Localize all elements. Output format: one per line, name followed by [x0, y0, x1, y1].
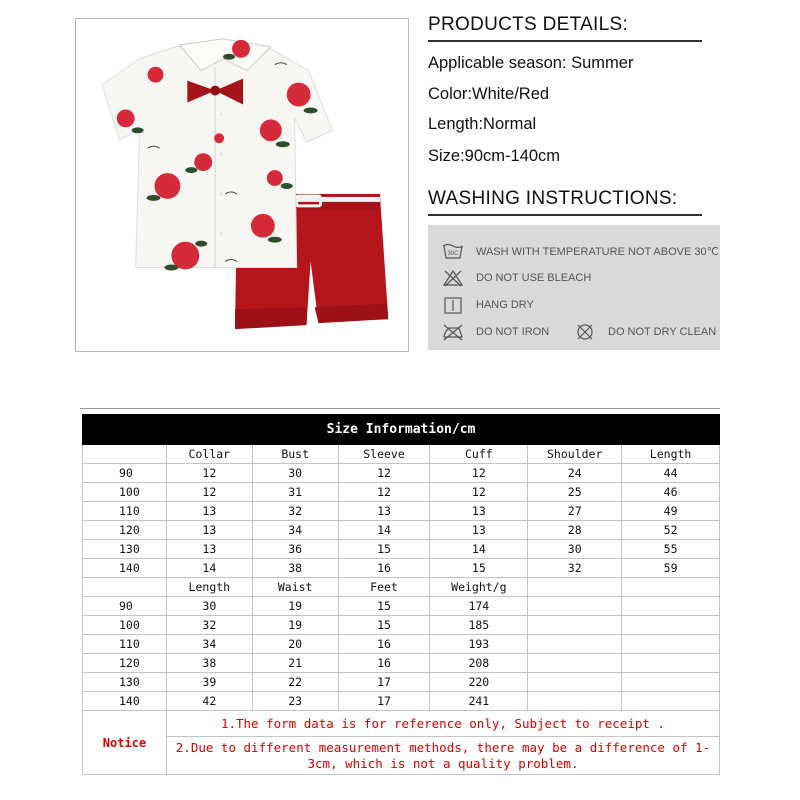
- value-cell: 12: [166, 464, 252, 483]
- wash-label: DO NOT USE BLEACH: [476, 272, 592, 284]
- empty-cell: [528, 578, 622, 597]
- value-cell: 12: [430, 483, 528, 502]
- table-row: [83, 692, 720, 711]
- size-cell: 110: [83, 635, 167, 654]
- table-row: [83, 673, 720, 692]
- detail-season: Applicable season: Summer: [428, 54, 634, 72]
- value-cell: 49: [622, 502, 720, 521]
- value-cell: 13: [166, 521, 252, 540]
- table-row: [83, 540, 720, 559]
- value-cell: 38: [166, 654, 252, 673]
- value-cell: 13: [166, 540, 252, 559]
- washing-instructions-panel: [428, 225, 720, 350]
- value-cell: 220: [430, 673, 528, 692]
- product-details-title: PRODUCTS DETAILS:: [428, 14, 629, 35]
- value-cell: 12: [166, 483, 252, 502]
- value-cell: 27: [528, 502, 622, 521]
- value-cell: 21: [252, 654, 338, 673]
- table-header-row: [83, 415, 720, 445]
- wash-label: DO NOT DRY CLEAN: [608, 326, 717, 338]
- value-cell: 32: [528, 559, 622, 578]
- value-cell: 208: [430, 654, 528, 673]
- value-cell: 16: [338, 635, 430, 654]
- hang-dry-icon: [442, 296, 464, 314]
- no-dry-clean-icon: [574, 323, 596, 341]
- size-cell: 120: [83, 521, 167, 540]
- product-image: [76, 19, 408, 351]
- notice-row: [83, 737, 720, 775]
- value-cell: 15: [338, 540, 430, 559]
- value-cell: 46: [622, 483, 720, 502]
- wash-label: WASH WITH TEMPERATURE NOT ABOVE 30℃: [476, 245, 719, 258]
- value-cell: 39: [166, 673, 252, 692]
- size-cell: 90: [83, 597, 167, 616]
- value-cell: 36: [252, 540, 338, 559]
- wash-item: [442, 242, 719, 260]
- section-divider: [428, 214, 702, 216]
- size-cell: 130: [83, 540, 167, 559]
- pants-header-row: [83, 578, 720, 597]
- empty-cell: [528, 673, 622, 692]
- empty-cell: [622, 578, 720, 597]
- value-cell: 241: [430, 692, 528, 711]
- notice-label: Notice: [83, 711, 167, 775]
- column-header: Bust: [252, 445, 338, 464]
- value-cell: 28: [528, 521, 622, 540]
- table-row: [83, 654, 720, 673]
- value-cell: 55: [622, 540, 720, 559]
- value-cell: 34: [166, 635, 252, 654]
- size-table: [82, 414, 720, 775]
- value-cell: 12: [338, 483, 430, 502]
- table-row: [83, 616, 720, 635]
- column-header: Collar: [166, 445, 252, 464]
- svg-text:30C: 30C: [447, 251, 459, 257]
- washing-title: WASHING INSTRUCTIONS:: [428, 188, 678, 209]
- value-cell: 42: [166, 692, 252, 711]
- table-row: [83, 635, 720, 654]
- product-details-section: [428, 14, 718, 42]
- value-cell: 12: [338, 464, 430, 483]
- wash-label: DO NOT IRON: [476, 326, 550, 338]
- wash-item: [442, 296, 534, 314]
- wash-label: HANG DRY: [476, 299, 534, 311]
- value-cell: 25: [528, 483, 622, 502]
- value-cell: 15: [338, 597, 430, 616]
- size-cell: 140: [83, 692, 167, 711]
- value-cell: 13: [166, 502, 252, 521]
- table-row: [83, 464, 720, 483]
- value-cell: 24: [528, 464, 622, 483]
- notice-note-2: 2.Due to different measurement methods, there may be a difference of 1-3cm, which is not a quality problem.: [166, 737, 719, 775]
- value-cell: 14: [166, 559, 252, 578]
- size-cell: 130: [83, 673, 167, 692]
- wash-30-icon: [442, 242, 464, 260]
- value-cell: 15: [338, 616, 430, 635]
- detail-length: Length:Normal: [428, 115, 537, 133]
- value-cell: 12: [430, 464, 528, 483]
- size-cell: 120: [83, 654, 167, 673]
- value-cell: 38: [252, 559, 338, 578]
- empty-cell: [528, 635, 622, 654]
- value-cell: 13: [338, 502, 430, 521]
- wash-item: [442, 323, 549, 341]
- column-header: Shoulder: [528, 445, 622, 464]
- shirt-header-row: [83, 445, 720, 464]
- product-photo: [75, 18, 409, 352]
- value-cell: 16: [338, 559, 430, 578]
- value-cell: 14: [338, 521, 430, 540]
- column-header: Sleeve: [338, 445, 430, 464]
- value-cell: 20: [252, 635, 338, 654]
- column-header: Cuff: [430, 445, 528, 464]
- value-cell: 13: [430, 502, 528, 521]
- value-cell: 32: [252, 502, 338, 521]
- column-header: Length: [622, 445, 720, 464]
- empty-cell: [622, 616, 720, 635]
- table-title: Size Information/cm: [83, 415, 720, 445]
- notice-row: [83, 711, 720, 737]
- empty-cell: [528, 597, 622, 616]
- empty-cell: [622, 635, 720, 654]
- size-cell: 90: [83, 464, 167, 483]
- value-cell: 14: [430, 540, 528, 559]
- value-cell: 17: [338, 692, 430, 711]
- value-cell: 44: [622, 464, 720, 483]
- size-cell: 110: [83, 502, 167, 521]
- value-cell: 193: [430, 635, 528, 654]
- empty-cell: [528, 654, 622, 673]
- detail-size: Size:90cm-140cm: [428, 147, 561, 165]
- empty-cell: [622, 597, 720, 616]
- detail-color: Color:White/Red: [428, 85, 550, 103]
- value-cell: 32: [166, 616, 252, 635]
- table-top-rule: [80, 408, 720, 409]
- column-header: Feet: [338, 578, 430, 597]
- value-cell: 22: [252, 673, 338, 692]
- size-cell: 140: [83, 559, 167, 578]
- value-cell: 30: [528, 540, 622, 559]
- value-cell: 15: [430, 559, 528, 578]
- empty-cell: [83, 445, 167, 464]
- column-header: Weight/g: [430, 578, 528, 597]
- section-divider: [428, 40, 702, 42]
- no-bleach-icon: [442, 269, 464, 287]
- table-row: [83, 502, 720, 521]
- value-cell: 59: [622, 559, 720, 578]
- table-row: [83, 597, 720, 616]
- size-cell: 100: [83, 483, 167, 502]
- empty-cell: [528, 616, 622, 635]
- empty-cell: [528, 692, 622, 711]
- value-cell: 31: [252, 483, 338, 502]
- empty-cell: [83, 578, 167, 597]
- value-cell: 30: [252, 464, 338, 483]
- value-cell: 19: [252, 616, 338, 635]
- column-header: Waist: [252, 578, 338, 597]
- table-row: [83, 559, 720, 578]
- column-header: Length: [166, 578, 252, 597]
- value-cell: 52: [622, 521, 720, 540]
- value-cell: 185: [430, 616, 528, 635]
- wash-item: [442, 269, 591, 287]
- table-row: [83, 521, 720, 540]
- value-cell: 34: [252, 521, 338, 540]
- value-cell: 16: [338, 654, 430, 673]
- value-cell: 19: [252, 597, 338, 616]
- value-cell: 174: [430, 597, 528, 616]
- size-cell: 100: [83, 616, 167, 635]
- empty-cell: [622, 673, 720, 692]
- value-cell: 13: [430, 521, 528, 540]
- table-row: [83, 483, 720, 502]
- empty-cell: [622, 692, 720, 711]
- wash-item: [574, 323, 716, 341]
- value-cell: 17: [338, 673, 430, 692]
- washing-section: [428, 188, 718, 216]
- value-cell: 23: [252, 692, 338, 711]
- no-iron-icon: [442, 323, 464, 341]
- empty-cell: [622, 654, 720, 673]
- value-cell: 30: [166, 597, 252, 616]
- notice-note-1: 1.The form data is for reference only, Subject to receipt .: [166, 711, 719, 737]
